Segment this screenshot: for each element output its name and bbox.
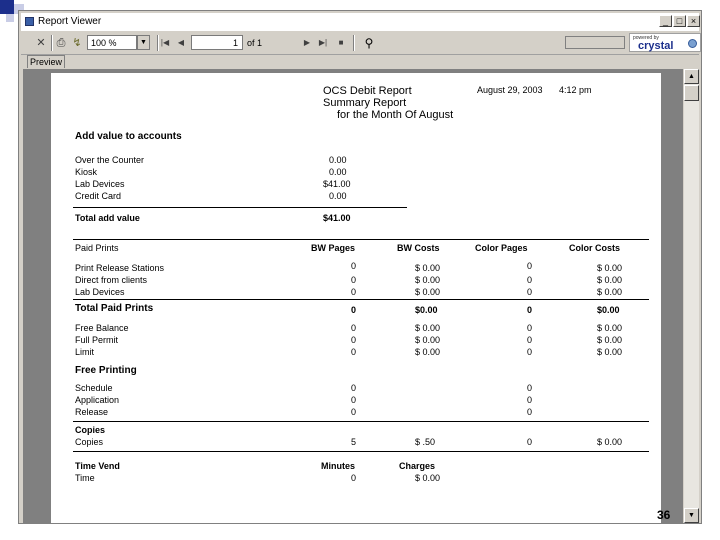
copies-heading: Copies <box>75 425 106 435</box>
minimize-button[interactable]: _ <box>659 15 672 27</box>
total-add-value-label: Total add value <box>75 213 140 223</box>
cell: $ 0.00 <box>597 287 623 297</box>
cell: 0 <box>351 347 357 357</box>
next-page-icon[interactable]: ▶ <box>303 38 311 47</box>
cell: 0 <box>527 437 533 447</box>
add-value-label: Kiosk <box>75 167 98 177</box>
first-page-icon[interactable]: |◀ <box>160 38 170 47</box>
add-value-amount: $41.00 <box>323 179 351 189</box>
add-value-heading: Add value to accounts <box>75 131 182 142</box>
cell: 0 <box>351 305 357 315</box>
scroll-up-icon[interactable]: ▲ <box>684 69 699 84</box>
close-button[interactable]: × <box>687 15 700 27</box>
cell: 0 <box>527 275 533 285</box>
report-title: OCS Debit Report <box>323 85 412 97</box>
cell: $ .50 <box>415 437 436 447</box>
row-label: Full Permit <box>75 335 119 345</box>
column-header: BW Costs <box>397 243 440 253</box>
free-printing-heading: Free Printing <box>75 365 137 376</box>
cell: 0 <box>351 287 357 297</box>
row-label: Lab Devices <box>75 287 125 297</box>
cell: $ 0.00 <box>597 323 623 333</box>
report-subtitle: Summary Report <box>323 97 407 109</box>
print-icon[interactable]: ⎙ <box>56 37 66 49</box>
row-label: Limit <box>75 347 95 357</box>
cell: 5 <box>351 437 357 447</box>
column-header: BW Pages <box>311 243 356 253</box>
cell: 0 <box>527 287 533 297</box>
zoom-select[interactable]: 100 % <box>87 35 137 50</box>
toolbar <box>21 32 699 55</box>
add-value-label: Credit Card <box>75 191 122 201</box>
cell: $ 0.00 <box>415 287 441 297</box>
add-value-amount: 0.00 <box>329 191 347 201</box>
maximize-button[interactable]: □ <box>673 15 686 27</box>
cell: $ 0.00 <box>415 263 441 273</box>
cell: 0 <box>351 275 357 285</box>
cell: 0 <box>527 395 533 405</box>
row-label: Direct from clients <box>75 275 148 285</box>
tab-preview[interactable]: Preview <box>27 55 65 68</box>
cell: $ 0.00 <box>597 347 623 357</box>
cell: 0 <box>351 323 357 333</box>
crystal-logo: powered by crystal <box>629 33 701 52</box>
divider <box>73 299 649 300</box>
window-title: Report Viewer <box>38 16 102 27</box>
prev-page-icon[interactable]: ◀ <box>177 38 185 47</box>
cell: $0.00 <box>597 305 620 315</box>
toolbar-separator <box>353 35 355 51</box>
last-page-icon[interactable]: ▶| <box>318 38 328 47</box>
cell: 0 <box>351 395 357 405</box>
row-label: Copies <box>75 437 104 447</box>
paid-prints-heading: Paid Prints <box>75 243 119 253</box>
cell: 0 <box>527 383 533 393</box>
report-page <box>51 73 661 523</box>
cell: 0 <box>527 305 533 315</box>
cell: $ 0.00 <box>415 335 441 345</box>
add-value-label: Over the Counter <box>75 155 145 165</box>
report-period: for the Month Of August <box>337 109 454 121</box>
slide-decoration <box>6 14 14 22</box>
column-header: Charges <box>399 461 436 471</box>
cell: $ 0.00 <box>597 275 623 285</box>
slide-page-number: 36 <box>657 508 671 522</box>
divider <box>73 451 649 452</box>
cell: $ 0.00 <box>597 335 623 345</box>
cell: 0 <box>527 261 533 271</box>
report-viewport <box>23 69 683 523</box>
cell: $ 0.00 <box>415 473 441 483</box>
cell: 0 <box>351 335 357 345</box>
column-header: Color Pages <box>475 243 528 253</box>
cell: $ 0.00 <box>597 437 623 447</box>
cell: $ 0.00 <box>597 263 623 273</box>
column-header: Minutes <box>321 461 356 471</box>
cell: 0 <box>351 383 357 393</box>
divider <box>73 421 649 422</box>
cell: $0.00 <box>415 305 438 315</box>
row-label: Time <box>75 473 95 483</box>
scroll-down-icon[interactable]: ▼ <box>684 508 699 523</box>
page-count: of 1 <box>247 38 263 48</box>
stop-icon[interactable]: ■ <box>338 38 344 47</box>
close-icon[interactable]: ✕ <box>36 37 46 49</box>
report-date: August 29, 2003 <box>477 85 543 95</box>
cell: $ 0.00 <box>415 275 441 285</box>
search-icon[interactable]: ⚲ <box>364 36 374 50</box>
add-value-label: Lab Devices <box>75 179 125 189</box>
cell: 0 <box>351 407 357 417</box>
cell: 0 <box>351 473 357 483</box>
slide-decoration <box>0 0 14 14</box>
refresh-icon[interactable]: ↯ <box>72 37 82 49</box>
cell: 0 <box>527 335 533 345</box>
total-add-value: $41.00 <box>323 213 351 223</box>
chevron-down-icon[interactable]: ▼ <box>137 35 150 50</box>
app-icon <box>25 17 34 26</box>
vertical-scrollbar[interactable] <box>684 69 699 523</box>
scroll-thumb[interactable] <box>684 85 699 101</box>
report-time: 4:12 pm <box>559 85 592 95</box>
row-label: Print Release Stations <box>75 263 165 273</box>
column-header: Color Costs <box>569 243 621 253</box>
cell: 0 <box>527 347 533 357</box>
row-label: Schedule <box>75 383 113 393</box>
cell: $ 0.00 <box>415 347 441 357</box>
add-value-amount: 0.00 <box>329 167 347 177</box>
title-bar <box>21 13 699 31</box>
cell: $ 0.00 <box>415 323 441 333</box>
cell: 0 <box>527 323 533 333</box>
add-value-amount: 0.00 <box>329 155 347 165</box>
divider <box>73 239 649 240</box>
row-label: Release <box>75 407 109 417</box>
total-paid-prints-label: Total Paid Prints <box>75 303 154 314</box>
cell: 0 <box>527 407 533 417</box>
row-label: Free Balance <box>75 323 129 333</box>
time-vend-heading: Time Vend <box>75 461 120 471</box>
page-number-input[interactable]: 1 <box>191 35 243 50</box>
tab-row <box>21 55 699 69</box>
divider <box>73 207 407 208</box>
progress-indicator <box>565 36 625 49</box>
row-label: Application <box>75 395 120 405</box>
cell: 0 <box>351 261 357 271</box>
report-viewer-window <box>18 10 702 524</box>
crystal-logo-icon <box>688 39 697 48</box>
